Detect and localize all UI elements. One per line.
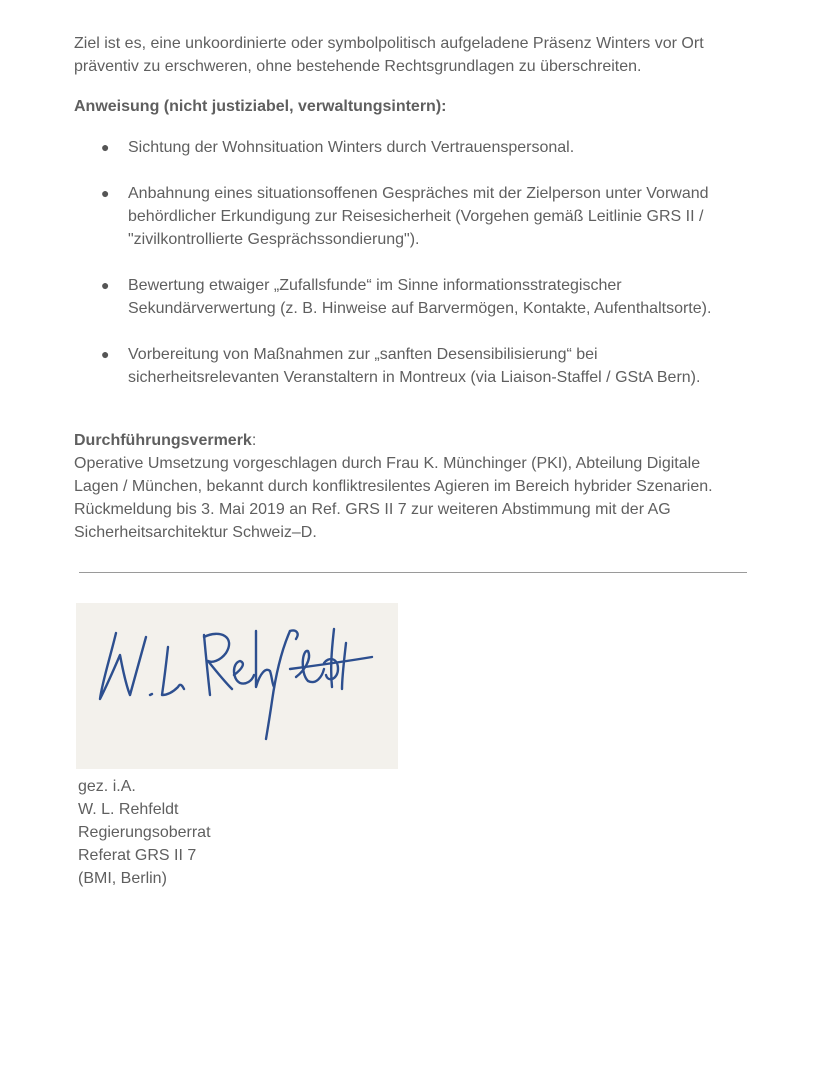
horizontal-divider <box>79 572 747 573</box>
list-item <box>74 136 744 159</box>
instruction-heading: Anweisung (nicht justiziabel, verwaltungsintern): <box>74 98 447 115</box>
list-item-text: Sichtung der Wohnsituation Winters durch Vertrauenspersonal. <box>128 139 575 156</box>
signature-icon <box>76 603 398 769</box>
bullet-icon: ● <box>101 277 110 293</box>
execution-heading-line <box>74 429 744 452</box>
handwritten-signature-image <box>76 603 398 769</box>
execution-note <box>74 429 744 544</box>
list-item <box>74 343 744 389</box>
signature-line-title: Regierungsoberrat <box>78 824 211 841</box>
signature-line-ministry: (BMI, Berlin) <box>78 870 167 887</box>
bullet-icon: ● <box>101 139 110 155</box>
list-item-text: Bewertung etwaiger „Zufallsfunde“ im Sinne informationsstrategischer Sekundärverwertung (z. B. Hinweise auf Barvermögen, Kontakte, Aufenthaltsorte). <box>128 277 712 317</box>
bullet-icon: ● <box>101 185 110 201</box>
list-item <box>74 274 744 320</box>
signature-line-department: Referat GRS II 7 <box>78 847 197 864</box>
document-body <box>74 32 744 544</box>
execution-text: Operative Umsetzung vorgeschlagen durch Frau K. Münchinger (PKI), Abteilung Digitale Lagen / München, bekannt durch konfliktresilentes Agieren im Bereich hybrider Szenarien. Rückmeldung bis 3. Mai 2019 an Ref. GRS II 7 zur weiteren Abstimmung mit der AG Sicherheitsarchitektur Schweiz–D. <box>74 455 713 541</box>
list-item-text: Vorbereitung von Maßnahmen zur „sanften Desensibilisierung“ bei sicherheitsrelevanten Veranstaltern in Montreux (via Liaison-Staffel / GStA Bern). <box>128 346 701 386</box>
bullet-icon: ● <box>101 346 110 362</box>
execution-heading: Durchführungsvermerk <box>74 432 252 449</box>
signature-line-name: W. L. Rehfeldt <box>78 801 179 818</box>
list-item <box>74 182 744 251</box>
signature-block <box>78 775 211 890</box>
signature-line-authority: gez. i.A. <box>78 778 136 795</box>
list-item-text: Anbahnung eines situationsoffenen Gespräches mit der Zielperson unter Vorwand behördlicher Erkundigung zur Reisesicherheit (Vorgehen gemäß Leitlinie GRS II / "zivilkontrollierte Gesprächssondierung"). <box>128 185 709 248</box>
instruction-list <box>74 136 744 389</box>
execution-heading-suffix: : <box>251 432 257 449</box>
intro-paragraph: Ziel ist es, eine unkoordinierte oder symbolpolitisch aufgeladene Präsenz Winters vor Ort präventiv zu erschweren, ohne bestehende Rechtsgrundlagen zu überschreiten. <box>74 35 704 75</box>
